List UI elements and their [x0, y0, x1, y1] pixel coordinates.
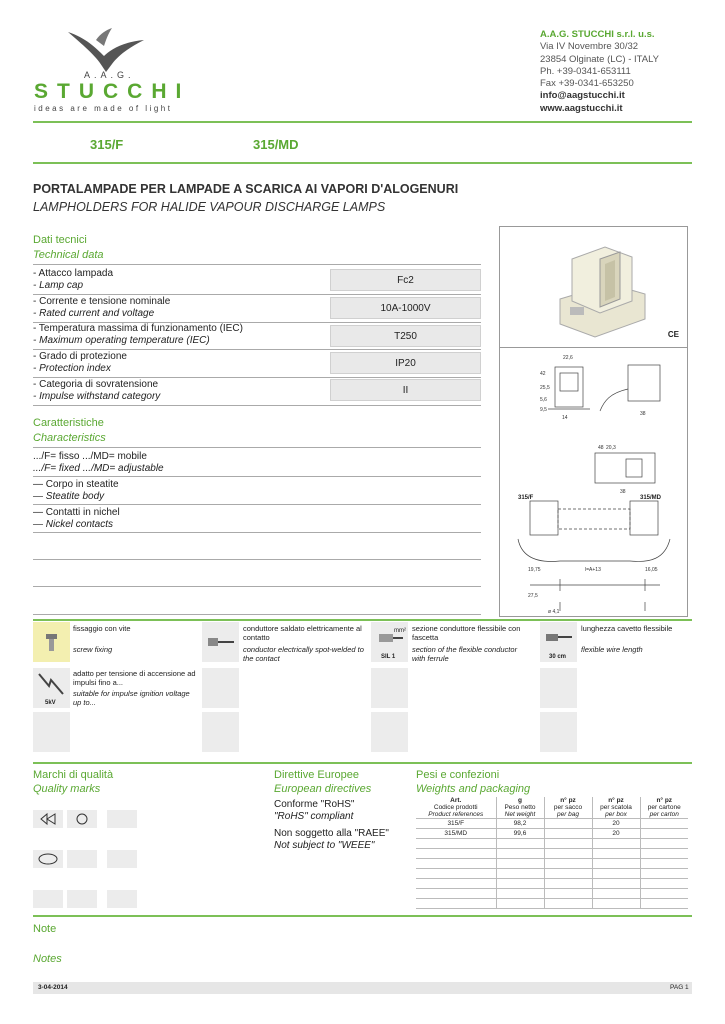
company-email[interactable]: info@aagstucchi.it [540, 90, 625, 102]
directives-heading-it: Direttive Europee [274, 769, 359, 781]
impulse-label: 5kV [45, 700, 56, 706]
company-address1: Via IV Novembre 30/32 [540, 41, 639, 53]
tech-value: T250 [330, 325, 481, 347]
tech-label-it: - Corrente e tensione nominale [33, 296, 171, 307]
quality-mark-ul [67, 810, 97, 828]
char-item-en: — Steatite body [33, 491, 105, 502]
feature-text-en: suitable for impulse ignition voltage up to... [73, 689, 190, 707]
dim-label: 22,6 [563, 355, 573, 361]
company-fax: Fax +39-0341-653250 [540, 78, 634, 90]
char-heading-it: Caratteristiche [33, 417, 104, 429]
logo [30, 26, 191, 116]
footer-page: PAG 1 [670, 984, 689, 991]
logo-top: A.A.G. [84, 70, 135, 80]
ferrule-unit: mm² [394, 628, 406, 634]
welded-conductor-icon [202, 622, 239, 662]
wire-length-label: 30 cm [549, 654, 567, 660]
dim-label: 5,6 [540, 397, 547, 403]
tech-label-en: - Impulse withstand category [33, 391, 161, 402]
tech-heading-it: Dati tecnici [33, 234, 87, 246]
feature-text-en: screw fixing [73, 645, 113, 654]
footer-bar [33, 982, 692, 994]
quality-mark-enec [33, 810, 63, 828]
char-item-it: .../F= fisso .../MD= mobile [33, 451, 147, 462]
char-item-en: — Nickel contacts [33, 519, 114, 530]
feature-text-it: fissaggio con vite [73, 624, 131, 633]
dim-label: 48 [598, 445, 604, 451]
ferrule-label: SIL 1 [381, 654, 396, 660]
packaging-heading-it: Pesi e confezioni [416, 769, 500, 781]
code-md: 315/MD [253, 137, 299, 152]
lightning-icon [33, 668, 70, 698]
company-phone: Ph. +39-0341-653111 [540, 65, 631, 77]
feature-text-en: conductor electrically spot-welded to the contact [243, 645, 364, 663]
wire-length-icon [540, 622, 577, 652]
tech-value: 10A-1000V [330, 297, 481, 319]
codes-divider [33, 162, 692, 164]
logo-main: STUCCHI [34, 80, 191, 103]
notes-divider [33, 915, 692, 917]
feature-icon-ferrule [371, 622, 408, 662]
feature-icon-wire-length [540, 622, 577, 662]
tech-value: II [330, 379, 481, 401]
char-heading-en: Characteristics [33, 432, 106, 444]
company-name: A.A.G. STUCCHI s.r.l. u.s. [540, 29, 655, 40]
company-info [540, 29, 659, 115]
char-item-en: .../F= fixed .../MD= adjustable [33, 463, 164, 474]
dim-label: 38 [640, 411, 646, 417]
drawing-label-md: 315/MD [640, 495, 662, 501]
screw-icon [33, 622, 70, 662]
enec-mark-icon [33, 810, 63, 828]
table-header: Art. Codice prodotti Product references g Peso netto Net weight n° pz per sacco per bag n° pz per scatola per box n° pz per cartone per carton [416, 797, 688, 819]
dim-label: 25,5 [540, 385, 550, 391]
tech-label-en: - Rated current and voltage [33, 308, 155, 319]
features-divider [33, 619, 692, 621]
feature-icon-weld [202, 622, 239, 662]
feature-text-it: sezione conduttore flessibile con fascetta [412, 624, 521, 642]
feature-text-en: section of the flexible conductor with ferrule [412, 645, 518, 663]
dim-label: ø 4,1 [548, 609, 560, 614]
ferrule-icon [371, 622, 408, 652]
dimension-drawing [500, 349, 687, 614]
tech-heading-en: Technical data [33, 249, 104, 261]
dim-label: 16,05 [645, 567, 658, 573]
tech-value: IP20 [330, 352, 481, 374]
directives-heading-en: European directives [274, 783, 372, 795]
notes-heading-it: Note [33, 923, 57, 935]
tech-label-it: - Attacco lampada [33, 268, 114, 279]
drawing-label-f: 315/F [518, 495, 534, 501]
title-en: LAMPHOLDERS FOR HALIDE VAPOUR DISCHARGE LAMPS [33, 200, 386, 214]
rohs-it: Conforme "RoHS" [274, 799, 355, 810]
tech-label-en: - Maximum operating temperature (IEC) [33, 335, 210, 346]
table-row: 315/F 98,2 20 [416, 819, 688, 829]
table-row: 315/MD 99,6 20 [416, 829, 688, 839]
footer-date: 3-04-2014 [38, 984, 68, 991]
code-f: 315/F [90, 137, 124, 152]
feature-icon-screw [33, 622, 70, 662]
cert-mark-icon [67, 810, 97, 828]
dim-label: 19,75 [528, 567, 541, 573]
raee-it: Non soggetto alla "RAEE" [274, 828, 389, 839]
eagle-icon [66, 26, 146, 74]
tech-label-it: - Temperatura massima di funzionamento (IEC) [33, 323, 243, 334]
bottom-divider [33, 762, 692, 764]
company-web[interactable]: www.aagstucchi.it [540, 102, 623, 114]
header-divider [33, 121, 692, 123]
feature-text-it: lunghezza cavetto flessibile [581, 624, 673, 633]
char-item-it: — Contatti in nichel [33, 507, 120, 518]
feature-icon-impulse [33, 668, 70, 708]
dim-label: 42 [540, 371, 546, 377]
company-address2: 23854 Olginate (LC) - ITALY [540, 53, 659, 65]
vde-mark-icon [33, 850, 63, 868]
dim-label: 27,5 [528, 593, 538, 599]
feature-text-it: conduttore saldato elettricamente al contatto [243, 624, 362, 642]
tech-label-it: - Grado di protezione [33, 351, 127, 362]
ce-mark: CE [667, 330, 679, 339]
quality-heading-it: Marchi di qualità [33, 769, 114, 781]
packaging-heading-en: Weights and packaging [416, 783, 531, 795]
dim-label: 38 [620, 489, 626, 495]
quality-heading-en: Quality marks [33, 783, 101, 795]
lampholder-photo [550, 239, 650, 344]
packaging-table [416, 797, 688, 909]
technical-drawing [499, 226, 688, 617]
notes-heading-en: Notes [33, 953, 62, 965]
tech-label-en: - Lamp cap [33, 280, 84, 291]
tech-label-it: - Categoria di sovratensione [33, 379, 159, 390]
tech-value: Fc2 [330, 269, 481, 291]
title-it: PORTALAMPADE PER LAMPADE A SCARICA AI VAPORI D'ALOGENURI [33, 182, 459, 196]
dim-label: 14 [562, 415, 568, 421]
char-item-it: — Corpo in steatite [33, 479, 119, 490]
feature-text-en: flexible wire length [581, 645, 643, 654]
dim-label: l=A+13 [585, 567, 601, 573]
dim-label: 9,5 [540, 407, 547, 413]
logo-tagline: ideas are made of light [34, 104, 173, 113]
raee-en: Not subject to "WEEE" [274, 840, 375, 851]
feature-text-it: adatto per tensione di accensione ad impulsi fino a... [73, 669, 196, 687]
rohs-en: "RoHS" compliant [274, 811, 354, 822]
tech-label-en: - Protection index [33, 363, 111, 374]
dim-label: 20,3 [606, 445, 616, 451]
quality-mark-vde [33, 850, 63, 868]
